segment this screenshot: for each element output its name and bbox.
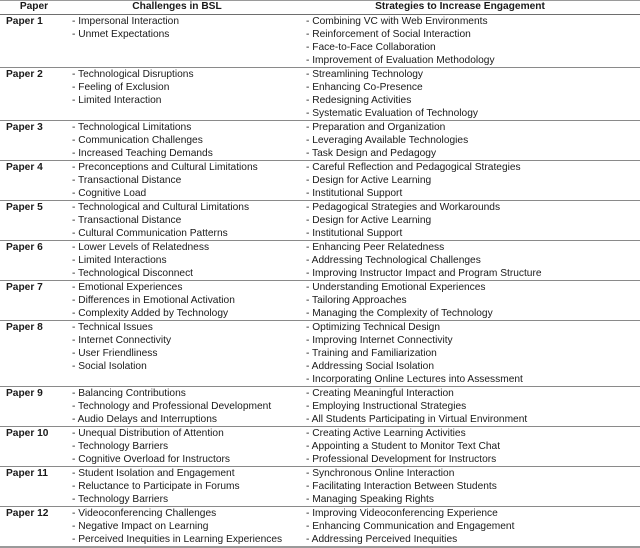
challenges-cell [62,427,298,466]
challenge-item: - Technological Limitations [72,122,192,133]
challenges-cell [62,121,298,160]
challenges-cell [62,467,298,506]
challenge-item: - Technological Disconnect [72,268,193,279]
challenge-item: - Cognitive Load [72,188,147,199]
table-row [0,507,640,548]
paper-label: Paper 4 [6,162,43,173]
header-challenges: Challenges in BSL [132,1,222,12]
strategy-item: - Improving Internet Connectivity [306,335,453,346]
challenge-item: - Cognitive Overload for Instructors [72,454,230,465]
challenge-item: - Unequal Distribution of Attention [72,428,224,439]
paper-label: Paper 10 [6,428,49,439]
challenge-item: - Technology and Professional Development [72,401,272,412]
strategy-item: - Careful Reflection and Pedagogical Strategies [306,162,521,173]
challenges-cell [62,161,298,200]
challenge-item: - Audio Delays and Interruptions [72,414,217,425]
table-row [0,321,640,387]
challenge-item: - Communication Challenges [72,135,203,146]
strategy-item: - Employing Instructional Strategies [306,401,467,412]
challenges-cell [62,507,298,546]
paper-label: Paper 5 [6,202,43,213]
strategy-item: - Task Design and Pedagogy [306,148,437,159]
challenge-item: - Social Isolation [72,361,147,372]
challenge-item: - Limited Interactions [72,255,167,266]
strategies-cell [298,321,640,386]
strategy-item: - Managing Speaking Rights [306,494,434,505]
table-row [0,161,640,201]
table-row [0,121,640,161]
strategy-item: - Synchronous Online Interaction [306,468,455,479]
paper-label: Paper 8 [6,322,43,333]
strategy-item: - Training and Familiarization [306,348,437,359]
table-row [0,387,640,427]
paper-label: Paper 9 [6,388,43,399]
challenge-item: - Perceived Inequities in Learning Experiences [72,534,283,545]
strategy-item: - Enhancing Co-Presence [306,82,423,93]
strategies-cell [298,15,640,67]
challenge-item: - Technological and Cultural Limitations [72,202,250,213]
strategy-item: - Enhancing Peer Relatedness [306,242,445,253]
table-row [0,15,640,68]
challenge-item: - Differences in Emotional Activation [72,295,235,306]
challenge-item: - Transactional Distance [72,175,182,186]
strategies-cell [298,68,640,120]
strategies-cell [298,427,640,466]
strategies-cell [298,467,640,506]
challenge-item: - Technology Barriers [72,494,169,505]
strategy-item: - Creating Active Learning Activities [306,428,466,439]
challenge-item: - Limited Interaction [72,95,162,106]
challenge-item: - Balancing Contributions [72,388,186,399]
strategy-item: - Redesigning Activities [306,95,412,106]
challenge-item: - Technological Disruptions [72,69,194,80]
challenge-item: - Feeling of Exclusion [72,82,170,93]
paper-label: Paper 1 [6,16,43,27]
strategy-item: - Design for Active Learning [306,175,432,186]
strategies-cell [298,507,640,546]
strategies-cell [298,201,640,240]
challenges-cell [62,68,298,120]
strategy-item: - Optimizing Technical Design [306,322,441,333]
challenge-item: - Cultural Communication Patterns [72,228,228,239]
challenge-item: - User Friendliness [72,348,158,359]
paper-label: Paper 6 [6,242,43,253]
table-row [0,68,640,121]
challenges-cell [62,321,298,386]
header-strategies: Strategies to Increase Engagement [375,1,545,12]
strategy-item: - Design for Active Learning [306,215,432,226]
challenge-item: - Impersonal Interaction [72,16,180,27]
challenges-cell [62,241,298,280]
challenge-item: - Unmet Expectations [72,29,170,40]
strategy-item: - Institutional Support [306,228,403,239]
challenges-cell [62,281,298,320]
challenge-item: - Increased Teaching Demands [72,148,213,159]
challenge-item: - Student Isolation and Engagement [72,468,235,479]
strategy-item: - Addressing Social Isolation [306,361,434,372]
strategies-cell [298,121,640,160]
table-row [0,467,640,507]
strategy-item: - Understanding Emotional Experiences [306,282,486,293]
strategy-item: - Facilitating Interaction Between Students [306,481,497,492]
challenge-item: - Preconceptions and Cultural Limitations [72,162,258,173]
strategy-item: - Streamlining Technology [306,69,424,80]
table-row [0,201,640,241]
table-body [0,15,640,548]
strategy-item: - Institutional Support [306,188,403,199]
paper-label: Paper 12 [6,508,49,519]
challenge-item: - Negative Impact on Learning [72,521,209,532]
strategy-item: - Systematic Evaluation of Technology [306,108,478,119]
strategy-item: - Addressing Perceived Inequities [306,534,458,545]
strategy-item: - Improvement of Evaluation Methodology [306,55,495,66]
header-paper: Paper [19,1,49,12]
paper-label: Paper 7 [6,282,43,293]
challenge-item: - Technology Barriers [72,441,169,452]
table-row [0,241,640,281]
strategy-item: - Reinforcement of Social Interaction [306,29,471,40]
strategy-item: - Professional Development for Instructors [306,454,497,465]
strategy-item: - Improving Instructor Impact and Program Structure [306,268,542,279]
strategy-item: - Creating Meaningful Interaction [306,388,454,399]
challenge-item: - Technical Issues [72,322,153,333]
challenge-item: - Videoconferencing Challenges [72,508,217,519]
challenges-cell [62,15,298,67]
table-row [0,427,640,467]
challenge-item: - Complexity Added by Technology [72,308,229,319]
challenges-cell [62,201,298,240]
strategy-item: - Preparation and Organization [306,122,446,133]
table-header [0,0,640,15]
strategies-cell [298,281,640,320]
paper-label: Paper 3 [6,122,43,133]
strategy-item: - Improving Videoconferencing Experience [306,508,498,519]
strategy-item: - Combining VC with Web Environments [306,16,488,27]
paper-label: Paper 2 [6,69,43,80]
strategy-item: - Face-to-Face Collaboration [306,42,436,53]
strategy-item: - Appointing a Student to Monitor Text Chat [306,441,501,452]
paper-label: Paper 11 [6,468,48,479]
challenge-item: - Internet Connectivity [72,335,172,346]
strategy-item: - Tailoring Approaches [306,295,407,306]
strategy-item: - Leveraging Available Technologies [306,135,469,146]
challenge-item: - Reluctance to Participate in Forums [72,481,240,492]
challenge-item: - Emotional Experiences [72,282,183,293]
strategy-item: - Pedagogical Strategies and Workarounds [306,202,501,213]
table-row [0,281,640,321]
strategy-item: - Enhancing Communication and Engagement [306,521,515,532]
challenge-item: - Transactional Distance [72,215,182,226]
challenge-item: - Lower Levels of Relatedness [72,242,210,253]
strategy-item: - Incorporating Online Lectures into Assessment [306,374,523,385]
strategy-item: - Addressing Technological Challenges [306,255,481,266]
strategy-item: - Managing the Complexity of Technology [306,308,493,319]
strategies-cell [298,387,640,426]
strategies-cell [298,161,640,200]
strategy-item: - All Students Participating in Virtual Environment [306,414,528,425]
strategies-cell [298,241,640,280]
challenges-cell [62,387,298,426]
